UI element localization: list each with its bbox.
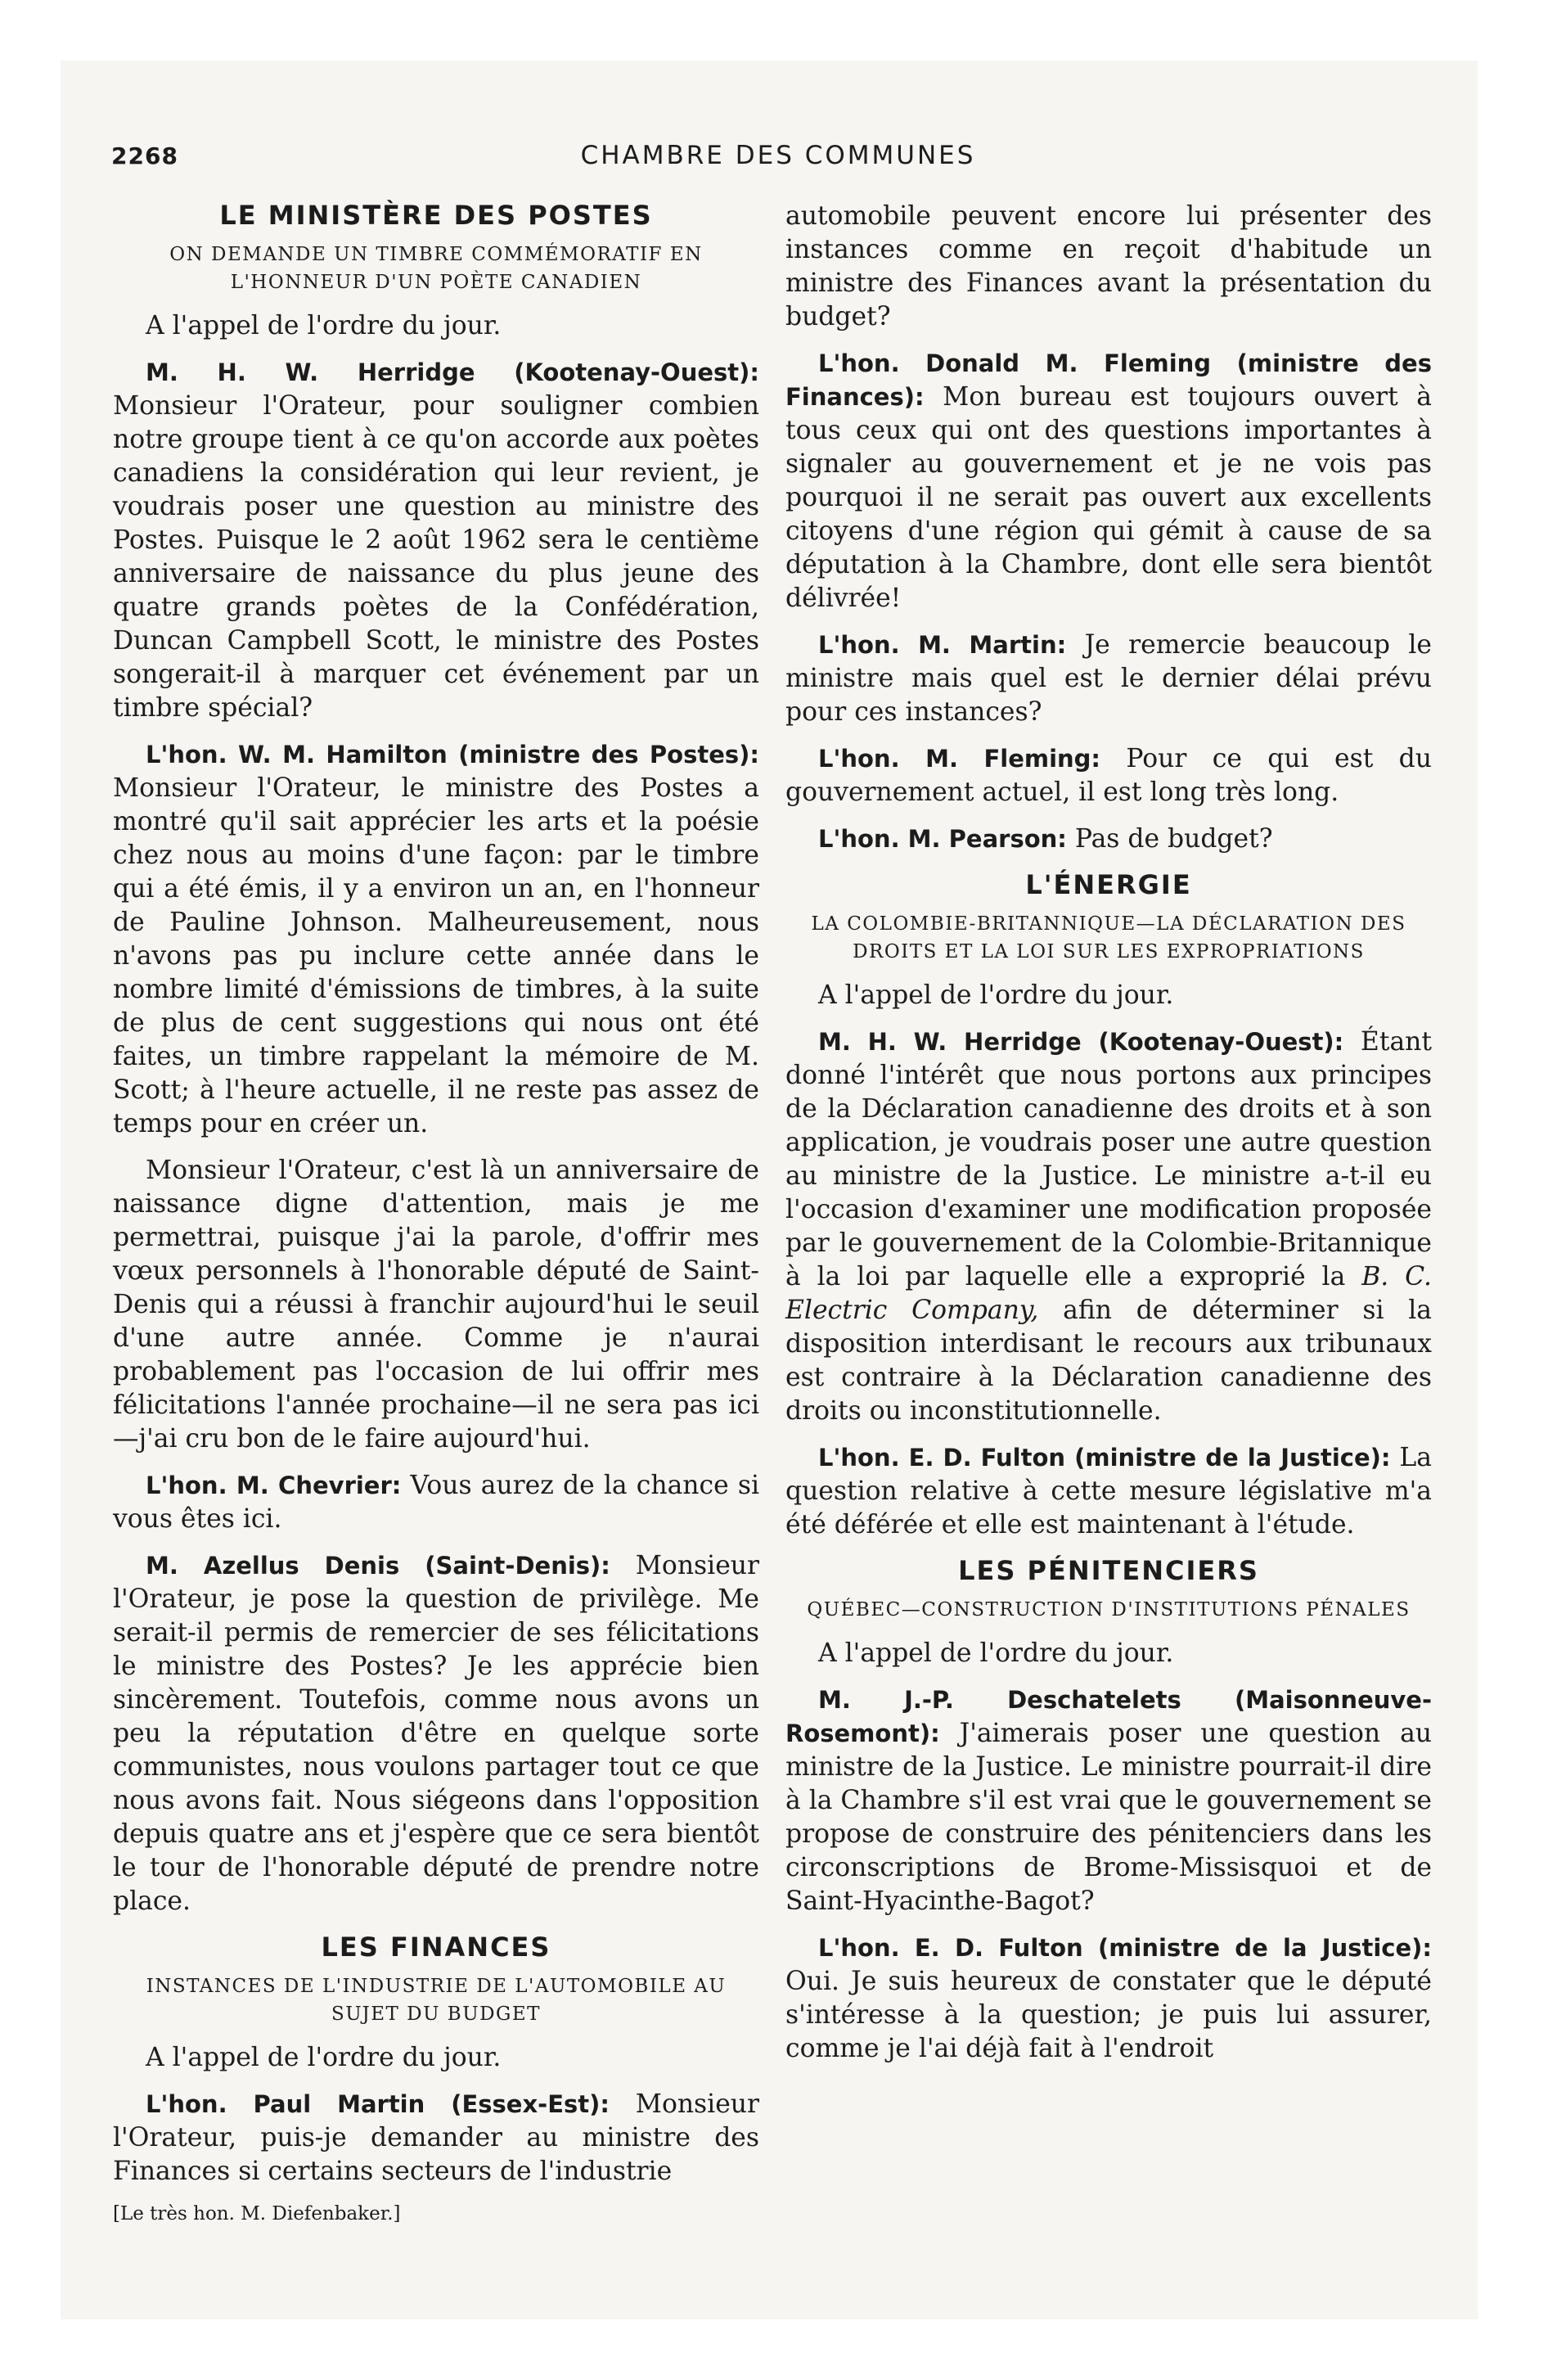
left-column bbox=[113, 200, 759, 2226]
speech-text: Pas de budget? bbox=[1066, 824, 1273, 854]
section-heading-energie: L'ÉNERGIE bbox=[1025, 869, 1192, 900]
section-subheading-postes: ON DEMANDE UN TIMBRE COMMÉMORATIF EN L'HONNEUR D'UN POÈTE CANADIEN bbox=[169, 244, 703, 293]
speech-text: Je remercie beaucoup le ministre mais quel est le dernier délai prévu pour ces instances? bbox=[785, 630, 1432, 727]
speech-paragraph bbox=[785, 1931, 1432, 2066]
speaker-name: M. H. W. Herridge (Kootenay-Ouest): bbox=[146, 358, 759, 386]
speech-paragraph bbox=[785, 629, 1432, 729]
speech-paragraph: Monsieur l'Orateur, c'est là un anniversaire de naissance digne d'attention, mais je me permettrai, puisque j'ai la parole, d'offrir mes vœux personnels à l'honorable député de Saint-Denis qui a réussi à franchir aujourd'hui le seuil d'une autre année. Comme je n'aurai probablement pas l'occasion de lui offrir mes félicitations l'année prochaine—il ne sera pas ici—j'ai cru bon de le faire aujourd'hui. bbox=[113, 1156, 759, 1454]
page-number: 2268 bbox=[111, 142, 178, 169]
section-subheading-energie: LA COLOMBIE-BRITANNIQUE—LA DÉCLARATION DES DROITS ET LA LOI SUR LES EXPROPRIATIONS bbox=[811, 913, 1406, 962]
footnote: [Le très hon. M. Diefenbaker.] bbox=[113, 2203, 401, 2224]
speech-text: J'aimerais poser une question au ministre de la Justice. Le ministre pourrait-il dire à la Chambre s'il est vrai que le gouvernement se propose de construire des pénitenciers dans les circonscriptions de Brome-Missisquoi et de Saint-Hyacinthe-Bagot? bbox=[785, 1719, 1432, 1916]
speech-paragraph bbox=[785, 742, 1432, 809]
speech-paragraph bbox=[113, 738, 759, 1141]
section-heading-postes: LE MINISTÈRE DES POSTES bbox=[219, 200, 653, 231]
speech-text: afin de déterminer si la disposition interdisant le recours aux tribunaux est contraire à la Déclaration canadienne des droits ou inconstitutionnelle. bbox=[785, 1296, 1432, 1426]
speaker-name: L'hon. M. Martin: bbox=[818, 631, 1067, 659]
order-call: A l'appel de l'ordre du jour. bbox=[818, 980, 1174, 1010]
italic-company-name: B. C. Electric Company, bbox=[785, 1262, 1433, 1325]
section-subheading-penitenciers: QUÉBEC—CONSTRUCTION D'INSTITUTIONS PÉNALES bbox=[807, 1599, 1411, 1620]
speech-text: Oui. Je suis heureux de constater que le député s'intéresse à la question; je puis lui assurer, comme je l'ai déjà fait à l'endroit bbox=[785, 1967, 1432, 2063]
speech-text: Pour ce qui est du gouvernement actuel, il est long très long. bbox=[785, 744, 1432, 807]
speech-text: Monsieur l'Orateur, puis-je demander au ministre des Finances si certains secteurs de l'industrie bbox=[113, 2089, 760, 2186]
speech-paragraph bbox=[113, 2088, 759, 2188]
speech-text: Vous aurez de la chance si vous êtes ici. bbox=[113, 1471, 759, 1534]
speaker-name: L'hon. M. Pearson: bbox=[818, 825, 1067, 853]
speech-paragraph: automobile peuvent encore lui présenter des instances comme en reçoit d'habitude un ministre des Finances avant la présentation du budget? bbox=[785, 201, 1432, 331]
speech-paragraph bbox=[785, 1684, 1432, 1918]
running-head: CHAMBRE DES COMMUNES bbox=[580, 141, 976, 170]
section-heading-penitenciers: LES PÉNITENCIERS bbox=[958, 1555, 1259, 1586]
speech-text: Mon bureau est toujours ouvert à tous ceux qui ont des questions importantes à signaler au gouvernement et je ne vois pas pourquoi il ne serait pas ouvert aux excellents citoyens d'une région qui gémit à cause de sa députation à la Chambre, dont elle sera bientôt délivrée! bbox=[785, 382, 1432, 613]
speech-paragraph bbox=[785, 823, 1432, 856]
speech-paragraph bbox=[785, 347, 1432, 615]
right-column bbox=[785, 200, 1432, 2079]
speech-text: Étant donné l'intérêt que nous portons aux principes de la Déclaration canadienne des droits et à son application, je voudrais poser une autre question au ministre de la Justice. Le ministre a-t-il eu l'occasion d'examiner une modification proposée par le gouvernement de la Colombie-Britannique à la loi par laquelle elle a exproprié la bbox=[785, 1027, 1432, 1291]
section-subheading-finances: INSTANCES DE L'INDUSTRIE DE L'AUTOMOBILE AU SUJET DU BUDGET bbox=[146, 1976, 727, 2025]
speaker-name: L'hon. Paul Martin (Essex-Est): bbox=[146, 2090, 610, 2118]
speech-text: Monsieur l'Orateur, pour souligner combien notre groupe tient à ce qu'on accorde aux poètes canadiens la considération qui leur revient, je voudrais poser une question au ministre des Postes. Puisque le 2 août 1962 sera le centième anniversaire de naissance du plus jeune des quatre grands poètes de la Confédération, Duncan Campbell Scott, le ministre des Postes songerait-il à marquer cet événement par un timbre spécial? bbox=[113, 391, 759, 723]
speaker-name: M. Azellus Denis (Saint-Denis): bbox=[146, 1552, 610, 1580]
order-call: A l'appel de l'ordre du jour. bbox=[146, 311, 502, 340]
speech-paragraph bbox=[785, 1441, 1432, 1542]
speech-paragraph bbox=[113, 1469, 759, 1536]
page-header bbox=[111, 137, 1445, 180]
speech-text: Monsieur l'Orateur, je pose la question de privilège. Me serait-il permis de remercier de ses félicitations le ministre des Postes? Je les apprécie bien sincèrement. Toutefois, comme nous avons un peu la réputation d'être en quelque sorte communistes, nous voulons partager tout ce que nous avons fait. Nous siégeons dans l'opposition depuis quatre ans et j'espère que ce sera bientôt le tour de l'honorable député de prendre notre place. bbox=[113, 1551, 759, 1916]
speech-paragraph bbox=[785, 1025, 1432, 1428]
speaker-name: L'hon. W. M. Hamilton (ministre des Postes): bbox=[146, 741, 759, 769]
section-heading-finances: LES FINANCES bbox=[321, 1931, 551, 1963]
order-call: A l'appel de l'ordre du jour. bbox=[818, 1639, 1174, 1668]
speaker-name: M. H. W. Herridge (Kootenay-Ouest): bbox=[818, 1028, 1344, 1056]
speech-text: La question relative à cette mesure législative m'a été déférée et elle est maintenant à l'étude. bbox=[785, 1443, 1432, 1539]
speaker-name: L'hon. E. D. Fulton (ministre de la Justice): bbox=[818, 1934, 1432, 1962]
speech-paragraph bbox=[113, 1549, 759, 1918]
speech-text: Monsieur l'Orateur, le ministre des Postes a montré qu'il sait apprécier les arts et la poésie chez nous au moins d'une façon: par le timbre qui a été émis, il y a environ un an, en l'honneur de Pauline Johnson. Malheureusement, nous n'avons pas pu inclure cette année dans le nombre limité d'émissions de timbres, à la suite de plus de cent suggestions qui nous ont été faites, un timbre rappelant la mémoire de M. Scott; à l'heure actuelle, il ne reste pas assez de temps pour en créer un. bbox=[113, 773, 759, 1138]
speaker-name: L'hon. Donald M. Fleming (ministre des Finances): bbox=[785, 349, 1432, 411]
speaker-name: L'hon. M. Chevrier: bbox=[146, 1472, 402, 1499]
speaker-name: L'hon. M. Fleming: bbox=[818, 745, 1101, 773]
speaker-name: M. J.-P. Deschatelets (Maisonneuve-Rosemont): bbox=[785, 1686, 1432, 1747]
speaker-name: L'hon. E. D. Fulton (ministre de la Justice): bbox=[818, 1444, 1391, 1472]
order-call: A l'appel de l'ordre du jour. bbox=[146, 2043, 502, 2072]
speech-paragraph bbox=[113, 356, 759, 725]
